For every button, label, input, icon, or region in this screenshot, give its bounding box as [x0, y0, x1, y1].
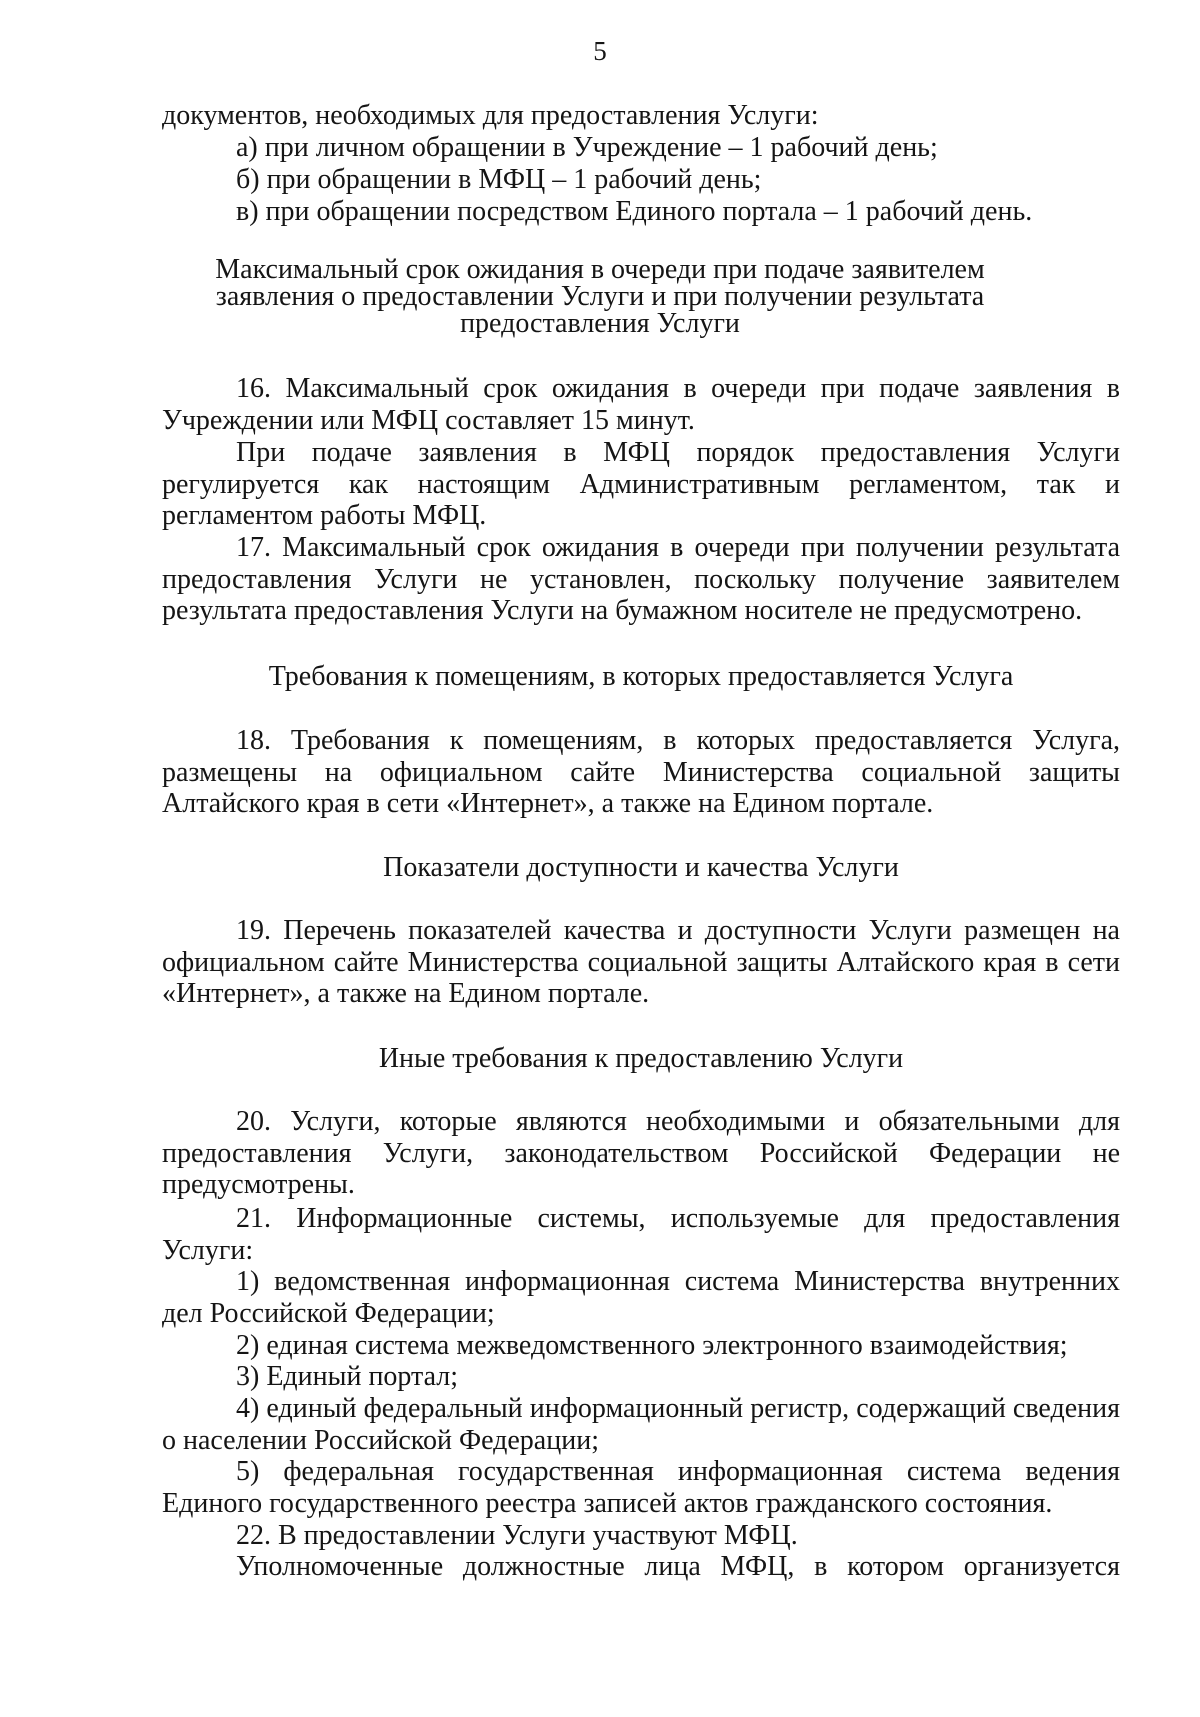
page-number: 5 [593, 36, 607, 66]
text-block [162, 1520, 1120, 1552]
paragraph: 16. Максимальный срок ожидания в очереди при подаче заявления в Учреждении или МФЦ составляет 15 минут. [162, 373, 1120, 436]
text-block [162, 1330, 1120, 1362]
text-block [162, 852, 1120, 884]
paragraph: 5) федеральная государственная информационная система ведения Единого государственного реестра записей актов гражданского состояния. [162, 1456, 1120, 1519]
text-block [162, 132, 1120, 164]
paragraph: 4) единый федеральный информационный регистр, содержащий сведения о населении Российской Федерации; [162, 1393, 1120, 1456]
text-block [162, 1393, 1120, 1456]
section-heading: Требования к помещениям, в которых предоставляется Услуга [268, 661, 1014, 692]
text-block [162, 661, 1120, 693]
paragraph: 17. Максимальный срок ожидания в очереди при получении результата предоставления Услуги не установлен, поскольку получение заявителем результата предоставления Услуги на бумажном носителе не предусмотрено. [162, 532, 1120, 626]
text-block [162, 532, 1120, 627]
paragraph: 21. Информационные системы, используемые для предоставления Услуги: [162, 1203, 1120, 1266]
paragraph: 18. Требования к помещениям, в которых предоставляется Услуга, размещены на официальном сайте Министерства социальной защиты Алтайского края в сети «Интернет», а также на Едином портале. [162, 725, 1120, 819]
paragraph: а) при личном обращении в Учреждение – 1 рабочий день; [236, 132, 938, 163]
text-block [162, 1456, 1120, 1519]
paragraph: Уполномоченные должностные лица МФЦ, в котором организуется [236, 1551, 1120, 1582]
text-block [162, 373, 1120, 436]
text-block [162, 1106, 1120, 1201]
paragraph: 19. Перечень показателей качества и доступности Услуги размещен на официальном сайте Министерства социальной защиты Алтайского края в сети «Интернет», а также на Едином портале. [162, 915, 1120, 1009]
paragraph: 2) единая система межведомственного электронного взаимодействия; [236, 1330, 1068, 1361]
paragraph: б) при обращении в МФЦ – 1 рабочий день; [236, 164, 762, 195]
paragraph: При подаче заявления в МФЦ порядок предоставления Услуги регулируется как настоящим Административным регламентом, так и регламентом работы МФЦ. [162, 437, 1120, 531]
text-block [162, 1551, 1120, 1583]
text-block [162, 164, 1120, 196]
text-block [162, 437, 1120, 532]
section-heading: Максимальный срок ожидания в очереди при подаче заявителем заявления о предоставлении Услуги и при получении результата предоставления Услуги [215, 254, 985, 339]
text-block [162, 915, 1120, 1010]
text-block [162, 1203, 1120, 1266]
text-block [200, 256, 1000, 337]
section-heading: Показатели доступности и качества Услуги [383, 852, 899, 883]
paragraph: 3) Единый портал; [236, 1361, 459, 1392]
paragraph: в) при обращении посредством Единого портала – 1 рабочий день. [236, 196, 1033, 227]
text-block [162, 196, 1120, 228]
text-block [162, 1361, 1120, 1393]
text-block [162, 1266, 1120, 1329]
text-block [162, 100, 1120, 132]
text-block [162, 725, 1120, 820]
text-block [162, 1043, 1120, 1075]
section-heading: Иные требования к предоставлению Услуги [378, 1043, 904, 1074]
paragraph: 1) ведомственная информационная система Министерства внутренних дел Российской Федерации; [162, 1266, 1120, 1329]
paragraph: документов, необходимых для предоставления Услуги: [162, 100, 819, 131]
paragraph: 20. Услуги, которые являются необходимыми и обязательными для предоставления Услуги, законодательством Российской Федерации не предусмотрены. [162, 1106, 1120, 1200]
paragraph: 22. В предоставлении Услуги участвуют МФЦ. [236, 1520, 798, 1551]
